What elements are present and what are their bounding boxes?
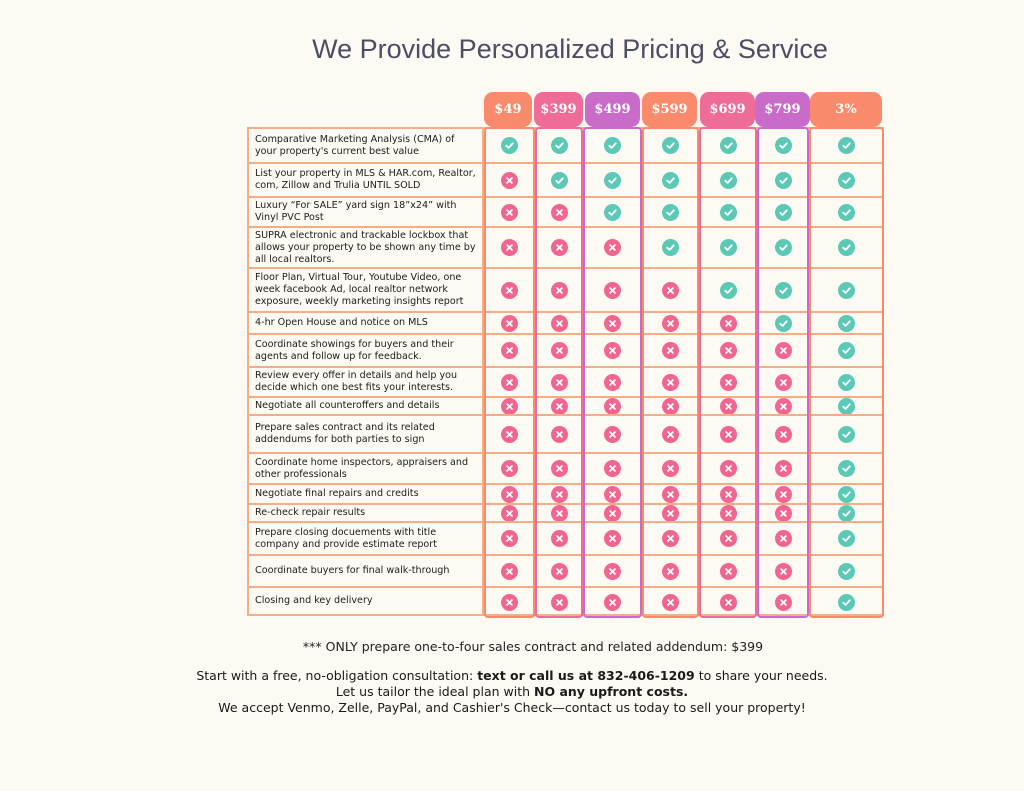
check-icon (838, 594, 855, 611)
check-icon (662, 239, 679, 256)
check-icon (720, 172, 737, 189)
check-icon (604, 137, 621, 154)
check-icon (775, 282, 792, 299)
cross-icon (501, 374, 518, 391)
check-icon (838, 374, 855, 391)
table-row (247, 226, 884, 267)
cross-icon (720, 530, 737, 547)
cross-icon (662, 486, 679, 503)
feature-label: Comparative Marketing Analysis (CMA) of your property's current best value (247, 129, 484, 162)
footer-line-1a: Start with a free, no-obligation consultation: (196, 668, 478, 683)
cross-icon (720, 460, 737, 477)
cross-icon (775, 594, 792, 611)
feature-label: 4-hr Open House and notice on MLS (247, 313, 484, 333)
cross-icon (501, 204, 518, 221)
footer (0, 668, 1024, 716)
table-row (247, 521, 884, 554)
cross-icon (501, 594, 518, 611)
cross-icon (604, 315, 621, 332)
cross-icon (662, 398, 679, 415)
cross-icon (501, 486, 518, 503)
check-icon (838, 204, 855, 221)
table-row (247, 414, 884, 452)
cross-icon (720, 315, 737, 332)
cross-icon (551, 398, 568, 415)
cross-icon (662, 315, 679, 332)
cross-icon (662, 374, 679, 391)
cross-icon (775, 342, 792, 359)
check-icon (838, 398, 855, 415)
cross-icon (551, 239, 568, 256)
check-icon (838, 460, 855, 477)
cross-icon (662, 460, 679, 477)
page-title: We Provide Personalized Pricing & Service (312, 34, 828, 64)
table-row (247, 554, 884, 586)
table-row (247, 396, 884, 414)
cross-icon (720, 486, 737, 503)
footer-line-2 (0, 684, 1024, 700)
check-icon (604, 204, 621, 221)
cross-icon (551, 282, 568, 299)
price-badge: 3% (810, 92, 882, 127)
cross-icon (501, 342, 518, 359)
footer-line-2a: Let us tailor the ideal plan with (335, 684, 534, 699)
footnote: *** ONLY prepare one-to-four sales contract and related addendum: $399 (302, 639, 764, 654)
cross-icon (662, 282, 679, 299)
cross-icon (775, 563, 792, 580)
table-row (247, 196, 884, 226)
table-row (247, 267, 884, 311)
cross-icon (551, 505, 568, 522)
feature-label: Coordinate buyers for final walk-through (247, 556, 484, 586)
price-badge: $49 (484, 92, 532, 127)
cross-icon (551, 374, 568, 391)
cross-icon (501, 426, 518, 443)
cross-icon (501, 282, 518, 299)
cross-icon (775, 398, 792, 415)
cross-icon (501, 530, 518, 547)
check-icon (838, 239, 855, 256)
check-icon (662, 137, 679, 154)
footer-line-3: We accept Venmo, Zelle, PayPal, and Cashier's Check—contact us today to sell your property! (218, 700, 806, 715)
price-badge: $699 (700, 92, 755, 127)
check-icon (838, 486, 855, 503)
feature-label: Review every offer in details and help you decide which one best fits your interests. (247, 368, 484, 396)
check-icon (838, 282, 855, 299)
table-row (247, 333, 884, 366)
check-icon (720, 204, 737, 221)
cross-icon (551, 486, 568, 503)
cross-icon (551, 594, 568, 611)
check-icon (775, 172, 792, 189)
feature-label: Floor Plan, Virtual Tour, Youtube Video, one week facebook Ad, local realtor network exposure, weekly marketing insights report (247, 269, 484, 311)
cross-icon (604, 342, 621, 359)
check-icon (775, 137, 792, 154)
cross-icon (604, 282, 621, 299)
check-icon (838, 315, 855, 332)
price-badge: $599 (642, 92, 697, 127)
cross-icon (551, 342, 568, 359)
cross-icon (604, 505, 621, 522)
check-icon (720, 239, 737, 256)
table-row (247, 366, 884, 396)
price-badges (0, 92, 1024, 128)
contact-phone[interactable]: text or call us at 832-406-1209 (477, 668, 695, 683)
cross-icon (501, 239, 518, 256)
check-icon (838, 426, 855, 443)
cross-icon (501, 505, 518, 522)
cross-icon (775, 426, 792, 443)
cross-icon (604, 374, 621, 391)
table-row (247, 127, 884, 162)
cross-icon (775, 530, 792, 547)
cross-icon (775, 486, 792, 503)
feature-label: SUPRA electronic and trackable lockbox that allows your property to be shown any time by all local realtors. (247, 228, 484, 267)
feature-label: Negotiate final repairs and credits (247, 485, 484, 503)
cross-icon (604, 486, 621, 503)
footer-line-1 (0, 668, 1024, 684)
check-icon (775, 204, 792, 221)
feature-label: Coordinate home inspectors, appraisers and other professionals (247, 454, 484, 483)
price-badge: $799 (755, 92, 810, 127)
cross-icon (551, 563, 568, 580)
check-icon (720, 137, 737, 154)
check-icon (551, 137, 568, 154)
check-icon (662, 204, 679, 221)
feature-label: Luxury “For SALE” yard sign 18”x24” with Vinyl PVC Post (247, 198, 484, 226)
check-icon (662, 172, 679, 189)
cross-icon (551, 530, 568, 547)
cross-icon (720, 342, 737, 359)
cross-icon (662, 426, 679, 443)
check-icon (838, 563, 855, 580)
feature-label: Re-check repair results (247, 505, 484, 521)
table-row (247, 162, 884, 196)
feature-label: Coordinate showings for buyers and their agents and follow up for feedback. (247, 335, 484, 366)
cross-icon (501, 315, 518, 332)
check-icon (838, 530, 855, 547)
cross-icon (720, 505, 737, 522)
cross-icon (604, 594, 621, 611)
cross-icon (551, 204, 568, 221)
check-icon (501, 137, 518, 154)
footer-line-1c: to share your needs. (694, 668, 828, 683)
check-icon (604, 172, 621, 189)
cross-icon (720, 398, 737, 415)
cross-icon (720, 563, 737, 580)
feature-label: Prepare sales contract and its related addendums for both parties to sign (247, 416, 484, 452)
cross-icon (604, 239, 621, 256)
table-row (247, 586, 884, 616)
feature-label: Prepare closing docuements with title company and provide estimate report (247, 523, 484, 554)
cross-icon (604, 398, 621, 415)
cross-icon (662, 563, 679, 580)
cross-icon (604, 563, 621, 580)
cross-icon (501, 398, 518, 415)
cross-icon (662, 594, 679, 611)
feature-label: Closing and key delivery (247, 588, 484, 614)
cross-icon (551, 460, 568, 477)
check-icon (838, 137, 855, 154)
price-badge: $499 (585, 92, 640, 127)
feature-label: List your property in MLS & HAR.com, Realtor, com, Zillow and Trulia UNTIL SOLD (247, 164, 484, 196)
cross-icon (720, 426, 737, 443)
cross-icon (604, 426, 621, 443)
cross-icon (775, 460, 792, 477)
feature-label: Negotiate all counteroffers and details (247, 398, 484, 414)
no-upfront-costs: NO any upfront costs. (534, 684, 689, 699)
check-icon (838, 505, 855, 522)
cross-icon (662, 342, 679, 359)
cross-icon (604, 460, 621, 477)
cross-icon (551, 315, 568, 332)
table-row (247, 503, 884, 521)
cross-icon (720, 374, 737, 391)
cross-icon (662, 530, 679, 547)
check-icon (775, 315, 792, 332)
check-icon (838, 342, 855, 359)
cross-icon (662, 505, 679, 522)
check-icon (775, 239, 792, 256)
check-icon (720, 282, 737, 299)
table-row (247, 452, 884, 483)
check-icon (838, 172, 855, 189)
cross-icon (501, 563, 518, 580)
check-icon (551, 172, 568, 189)
price-badge: $399 (534, 92, 583, 127)
cross-icon (775, 505, 792, 522)
cross-icon (551, 426, 568, 443)
cross-icon (604, 530, 621, 547)
pricing-table (247, 127, 887, 619)
cross-icon (501, 172, 518, 189)
table-row (247, 483, 884, 503)
cross-icon (501, 460, 518, 477)
cross-icon (775, 374, 792, 391)
table-row (247, 311, 884, 333)
cross-icon (720, 594, 737, 611)
